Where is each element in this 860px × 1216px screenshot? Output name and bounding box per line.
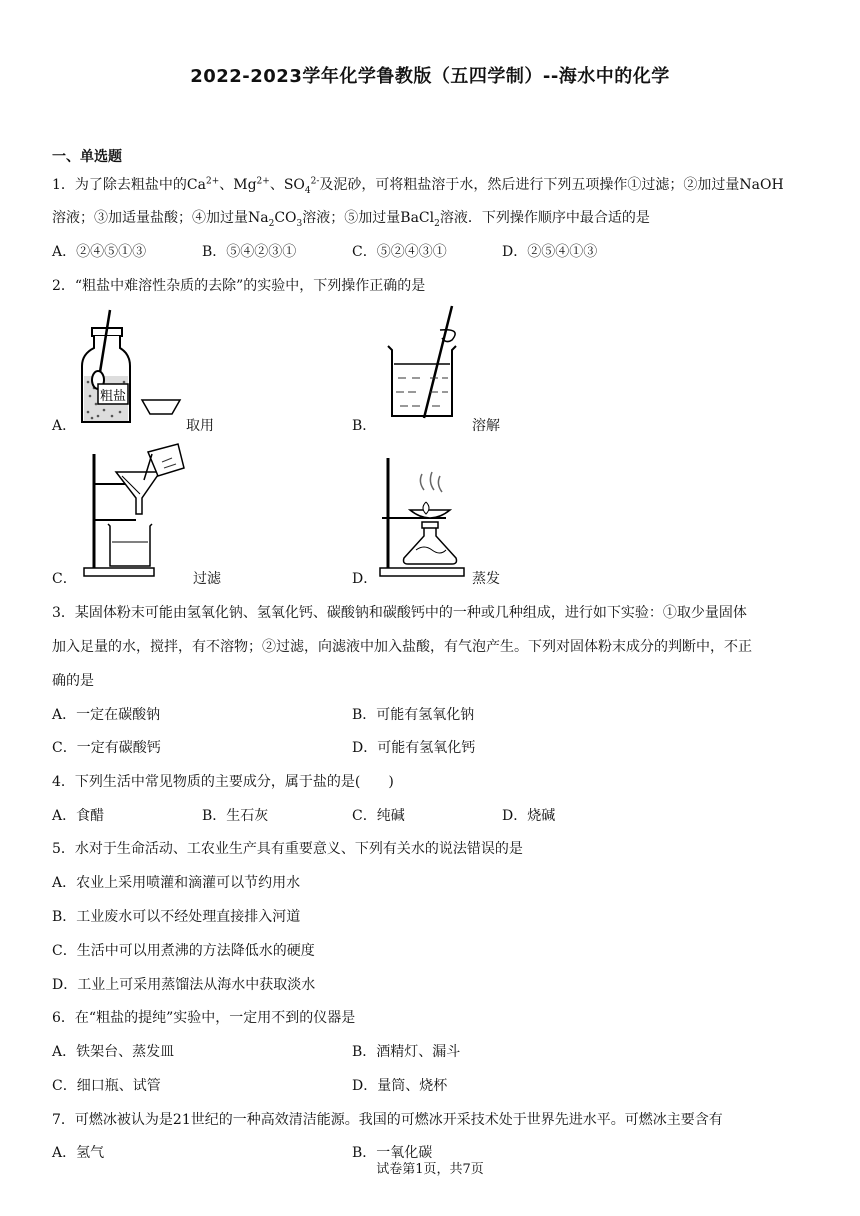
q3-option-d[interactable]: D．可能有氢氧化钙 — [352, 740, 476, 756]
page-title: 2022-2023学年化学鲁教版（五四学制）--海水中的化学 — [190, 66, 670, 87]
q5-stem: 5．水对于生命活动、工农业生产具有重要意义、下列有关水的说法错误的是 — [52, 841, 523, 857]
beaker-stirring-figure — [380, 302, 470, 424]
q1-option-c[interactable]: C．⑤②④③① — [352, 244, 447, 260]
q4-option-b[interactable]: B．生石灰 — [202, 808, 269, 824]
q7-option-b[interactable]: B．一氧化碳 — [352, 1145, 433, 1161]
q1-option-b[interactable]: B．⑤④②③① — [202, 244, 297, 260]
q1-ca-charge: 2+ — [205, 176, 220, 187]
q5-option-b[interactable]: B．工业废水可以不经处理直接排入河道 — [52, 909, 301, 925]
q1-text-d: 及泥砂，可将粗盐溶于水，然后进行下列五项操作①过滤；②加过量NaOH — [319, 177, 784, 193]
q6-stem: 6．在“粗盐的提纯”实验中，一定用不到的仪器是 — [52, 1010, 356, 1026]
q3-option-b[interactable]: B．可能有氢氧化钠 — [352, 707, 475, 723]
q1-stem-line2 — [52, 207, 650, 229]
q1-option-a[interactable]: A．②④⑤①③ — [52, 244, 147, 260]
q3-option-c[interactable]: C．一定有碳酸钙 — [52, 740, 161, 756]
q1-so-subscript: 4 — [304, 185, 311, 196]
q3-stem-line1: 3．某固体粉末可能由氢氧化钠、氢氧化钙、碳酸钠和碳酸钙中的一种或几种组成，进行如下实验：①取少量固体 — [52, 605, 747, 621]
q6-option-b[interactable]: B．酒精灯、漏斗 — [352, 1044, 461, 1060]
q2-caption-a: 取用 — [186, 418, 214, 434]
q1-text-h: 溶液．下列操作顺序中最合适的是 — [439, 210, 650, 226]
reagent-jar-figure — [76, 302, 196, 428]
q2-option-c[interactable]: C． — [52, 571, 77, 587]
q1-ba-subscript: 2 — [434, 218, 440, 229]
q1-text-g: 溶液；⑤加过量BaCl — [302, 210, 435, 226]
q1-na-subscript: 2 — [268, 218, 275, 229]
section-heading: 一、单选题 — [52, 149, 122, 165]
q7-option-a[interactable]: A．氢气 — [52, 1145, 105, 1161]
jar-label: 粗盐 — [99, 389, 127, 404]
q1-option-d[interactable]: D．②⑤④①③ — [502, 244, 598, 260]
q3-option-a[interactable]: A．一定在碳酸钠 — [52, 707, 161, 723]
q1-mg-charge: 2+ — [256, 176, 270, 187]
q3-stem-line2: 加入足量的水，搅拌，有不溶物；②过滤，向滤液中加入盐酸，有气泡产生。下列对固体粉末成分的判断中，不正 — [52, 639, 752, 655]
filtration-figure — [80, 440, 190, 580]
q2-option-b[interactable]: B． — [352, 418, 377, 434]
q7-stem: 7．可燃冰被认为是21世纪的一种高效清洁能源。我国的可燃冰开采技术处于世界先进水平。可燃冰主要含有 — [52, 1112, 723, 1128]
q5-option-c[interactable]: C．生活中可以用煮沸的方法降低水的硬度 — [52, 943, 315, 959]
q1-text-a: 1．为了除去粗盐中的Ca — [52, 177, 206, 193]
q4-option-a[interactable]: A．食醋 — [52, 808, 105, 824]
q1-text-f: CO — [274, 210, 297, 226]
q5-option-d[interactable]: D．工业上可采用蒸馏法从海水中获取淡水 — [52, 977, 316, 993]
q3-stem-line3: 确的是 — [52, 673, 94, 689]
q6-option-a[interactable]: A．铁架台、蒸发皿 — [52, 1044, 175, 1060]
q2-option-d[interactable]: D． — [352, 571, 378, 587]
q1-so-charge: 2- — [310, 176, 320, 187]
evaporation-figure — [376, 454, 470, 580]
q1-stem-line1 — [52, 174, 784, 196]
q4-option-c[interactable]: C．纯碱 — [352, 808, 405, 824]
q6-option-c[interactable]: C．细口瓶、试管 — [52, 1078, 161, 1094]
page-footer: 试卷第1页，共7页 — [376, 1162, 484, 1177]
q5-option-a[interactable]: A．农业上采用喷灌和滴灌可以节约用水 — [52, 875, 301, 891]
q1-text-e: 溶液；③加适量盐酸；④加过量Na — [52, 210, 269, 226]
q1-text-b: 、Mg — [219, 177, 257, 193]
q2-caption-c: 过滤 — [193, 571, 221, 587]
q2-option-a[interactable]: A． — [52, 418, 77, 434]
q4-stem: 4．下列生活中常见物质的主要成分，属于盐的是( ) — [52, 774, 394, 790]
q4-option-d[interactable]: D．烧碱 — [502, 808, 556, 824]
q1-co-subscript: 3 — [296, 218, 303, 229]
q2-caption-d: 蒸发 — [472, 571, 500, 587]
q2-caption-b: 溶解 — [472, 418, 500, 434]
q2-stem: 2．“粗盐中难溶性杂质的去除”的实验中，下列操作正确的是 — [52, 278, 426, 294]
q1-text-c: 、SO — [269, 177, 305, 193]
q6-option-d[interactable]: D．量筒、烧杯 — [352, 1078, 448, 1094]
